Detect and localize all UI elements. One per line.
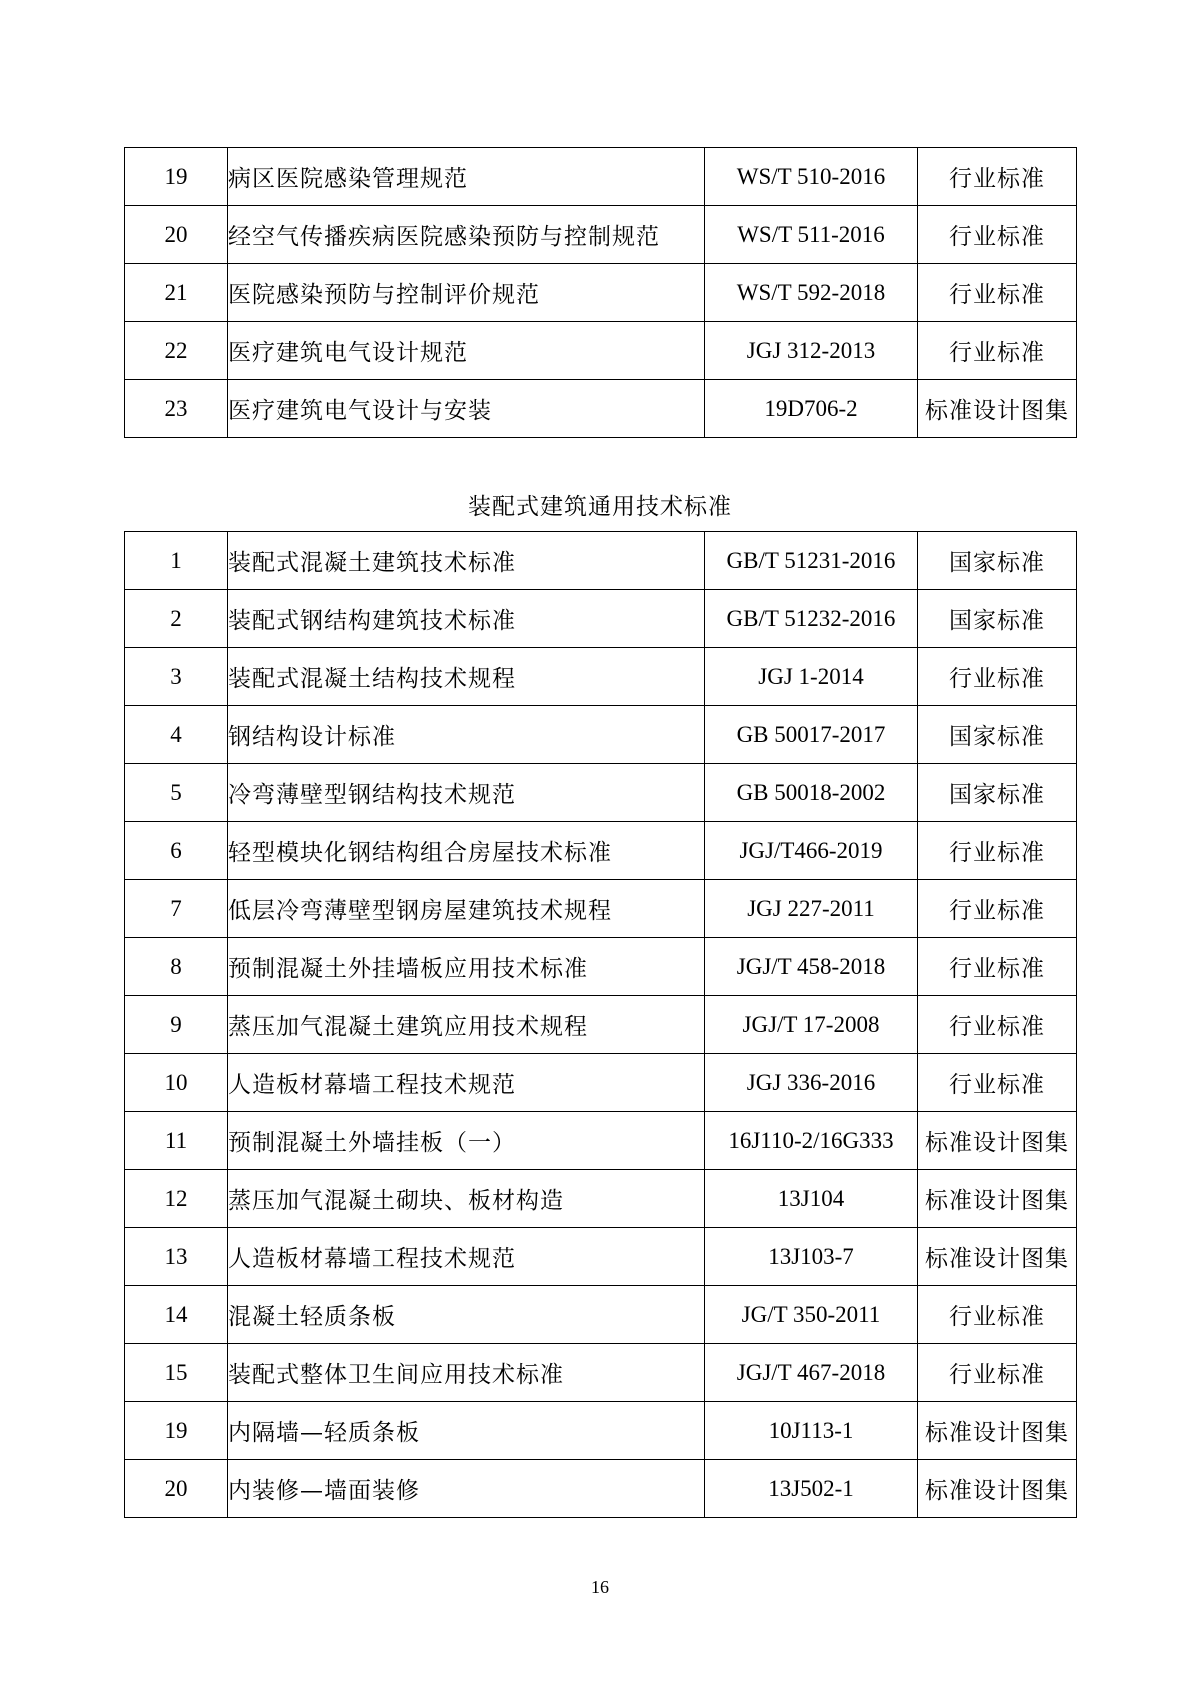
standard-type: 国家标准	[918, 532, 1077, 590]
standard-type: 行业标准	[918, 938, 1077, 996]
row-number: 14	[125, 1286, 228, 1344]
table-row	[125, 1170, 1077, 1228]
row-number: 6	[125, 822, 228, 880]
row-number: 19	[125, 1402, 228, 1460]
standard-name: 低层冷弯薄壁型钢房屋建筑技术规程	[228, 880, 705, 938]
standard-code: WS/T 510-2016	[705, 148, 918, 206]
table-row	[125, 380, 1077, 438]
standards-table-prefab	[124, 531, 1077, 1518]
table-row	[125, 1344, 1077, 1402]
standard-type: 标准设计图集	[918, 380, 1077, 438]
table-row	[125, 322, 1077, 380]
standard-type: 行业标准	[918, 264, 1077, 322]
standard-type: 行业标准	[918, 206, 1077, 264]
standard-type: 行业标准	[918, 1286, 1077, 1344]
standard-code: JGJ 1-2014	[705, 648, 918, 706]
standard-code: JGJ 312-2013	[705, 322, 918, 380]
standard-name: 人造板材幕墙工程技术规范	[228, 1228, 705, 1286]
standard-code: 19D706-2	[705, 380, 918, 438]
standard-name: 经空气传播疾病医院感染预防与控制规范	[228, 206, 705, 264]
standards-table-medical	[124, 147, 1077, 438]
standard-code: 13J502-1	[705, 1460, 918, 1518]
standard-name: 内隔墙—轻质条板	[228, 1402, 705, 1460]
standard-name: 钢结构设计标准	[228, 706, 705, 764]
standards-table-medical-body	[125, 148, 1077, 438]
table-row	[125, 206, 1077, 264]
row-number: 23	[125, 380, 228, 438]
standard-type: 行业标准	[918, 1344, 1077, 1402]
table-row	[125, 1054, 1077, 1112]
standard-name: 人造板材幕墙工程技术规范	[228, 1054, 705, 1112]
standard-code: JGJ/T 17-2008	[705, 996, 918, 1054]
standard-name: 蒸压加气混凝土建筑应用技术规程	[228, 996, 705, 1054]
row-number: 9	[125, 996, 228, 1054]
row-number: 1	[125, 532, 228, 590]
standard-code: 13J104	[705, 1170, 918, 1228]
table-row	[125, 148, 1077, 206]
row-number: 7	[125, 880, 228, 938]
row-number: 15	[125, 1344, 228, 1402]
standard-name: 病区医院感染管理规范	[228, 148, 705, 206]
standard-code: GB 50018-2002	[705, 764, 918, 822]
standard-type: 标准设计图集	[918, 1402, 1077, 1460]
standard-name: 混凝土轻质条板	[228, 1286, 705, 1344]
table-row	[125, 264, 1077, 322]
row-number: 8	[125, 938, 228, 996]
section-title: 装配式建筑通用技术标准	[468, 494, 732, 520]
table-row	[125, 1286, 1077, 1344]
row-number: 21	[125, 264, 228, 322]
standard-type: 行业标准	[918, 648, 1077, 706]
table-row	[125, 1228, 1077, 1286]
page-number: 16	[591, 1577, 609, 1597]
table-row	[125, 1460, 1077, 1518]
table-row	[125, 822, 1077, 880]
row-number: 5	[125, 764, 228, 822]
standard-code: JGJ 336-2016	[705, 1054, 918, 1112]
row-number: 3	[125, 648, 228, 706]
standard-type: 国家标准	[918, 706, 1077, 764]
standard-name: 轻型模块化钢结构组合房屋技术标准	[228, 822, 705, 880]
standard-code: JG/T 350-2011	[705, 1286, 918, 1344]
standard-code: WS/T 592-2018	[705, 264, 918, 322]
standard-code: GB/T 51231-2016	[705, 532, 918, 590]
standard-code: GB/T 51232-2016	[705, 590, 918, 648]
standard-type: 行业标准	[918, 822, 1077, 880]
table-row	[125, 1402, 1077, 1460]
standard-code: 13J103-7	[705, 1228, 918, 1286]
standard-type: 行业标准	[918, 996, 1077, 1054]
row-number: 11	[125, 1112, 228, 1170]
standards-table-prefab-body	[125, 532, 1077, 1518]
standard-code: 16J110-2/16G333	[705, 1112, 918, 1170]
row-number: 20	[125, 1460, 228, 1518]
table-row	[125, 706, 1077, 764]
standard-name: 装配式混凝土建筑技术标准	[228, 532, 705, 590]
table-row	[125, 764, 1077, 822]
standard-code: JGJ/T 458-2018	[705, 938, 918, 996]
standard-type: 行业标准	[918, 148, 1077, 206]
standard-name: 医疗建筑电气设计规范	[228, 322, 705, 380]
standard-name: 冷弯薄壁型钢结构技术规范	[228, 764, 705, 822]
row-number: 4	[125, 706, 228, 764]
standard-code: GB 50017-2017	[705, 706, 918, 764]
standard-name: 装配式钢结构建筑技术标准	[228, 590, 705, 648]
standard-code: JGJ/T466-2019	[705, 822, 918, 880]
row-number: 20	[125, 206, 228, 264]
standard-name: 医院感染预防与控制评价规范	[228, 264, 705, 322]
standard-type: 行业标准	[918, 880, 1077, 938]
row-number: 19	[125, 148, 228, 206]
row-number: 22	[125, 322, 228, 380]
standard-name: 内装修—墙面装修	[228, 1460, 705, 1518]
standard-type: 标准设计图集	[918, 1112, 1077, 1170]
standard-name: 医疗建筑电气设计与安装	[228, 380, 705, 438]
row-number: 2	[125, 590, 228, 648]
row-number: 12	[125, 1170, 228, 1228]
standard-code: WS/T 511-2016	[705, 206, 918, 264]
standard-type: 标准设计图集	[918, 1460, 1077, 1518]
standard-type: 国家标准	[918, 764, 1077, 822]
standard-name: 预制混凝土外墙挂板（一）	[228, 1112, 705, 1170]
table-row	[125, 880, 1077, 938]
row-number: 13	[125, 1228, 228, 1286]
standard-code: JGJ 227-2011	[705, 880, 918, 938]
row-number: 10	[125, 1054, 228, 1112]
table-row	[125, 532, 1077, 590]
table-row	[125, 996, 1077, 1054]
standard-code: JGJ/T 467-2018	[705, 1344, 918, 1402]
standard-name: 装配式整体卫生间应用技术标准	[228, 1344, 705, 1402]
standard-name: 装配式混凝土结构技术规程	[228, 648, 705, 706]
standard-name: 预制混凝土外挂墙板应用技术标准	[228, 938, 705, 996]
table-row	[125, 1112, 1077, 1170]
standard-type: 行业标准	[918, 322, 1077, 380]
standard-type: 国家标准	[918, 590, 1077, 648]
standard-type: 行业标准	[918, 1054, 1077, 1112]
standard-code: 10J113-1	[705, 1402, 918, 1460]
standard-name: 蒸压加气混凝土砌块、板材构造	[228, 1170, 705, 1228]
table-row	[125, 648, 1077, 706]
standard-type: 标准设计图集	[918, 1170, 1077, 1228]
table-row	[125, 590, 1077, 648]
table-row	[125, 938, 1077, 996]
standard-type: 标准设计图集	[918, 1228, 1077, 1286]
